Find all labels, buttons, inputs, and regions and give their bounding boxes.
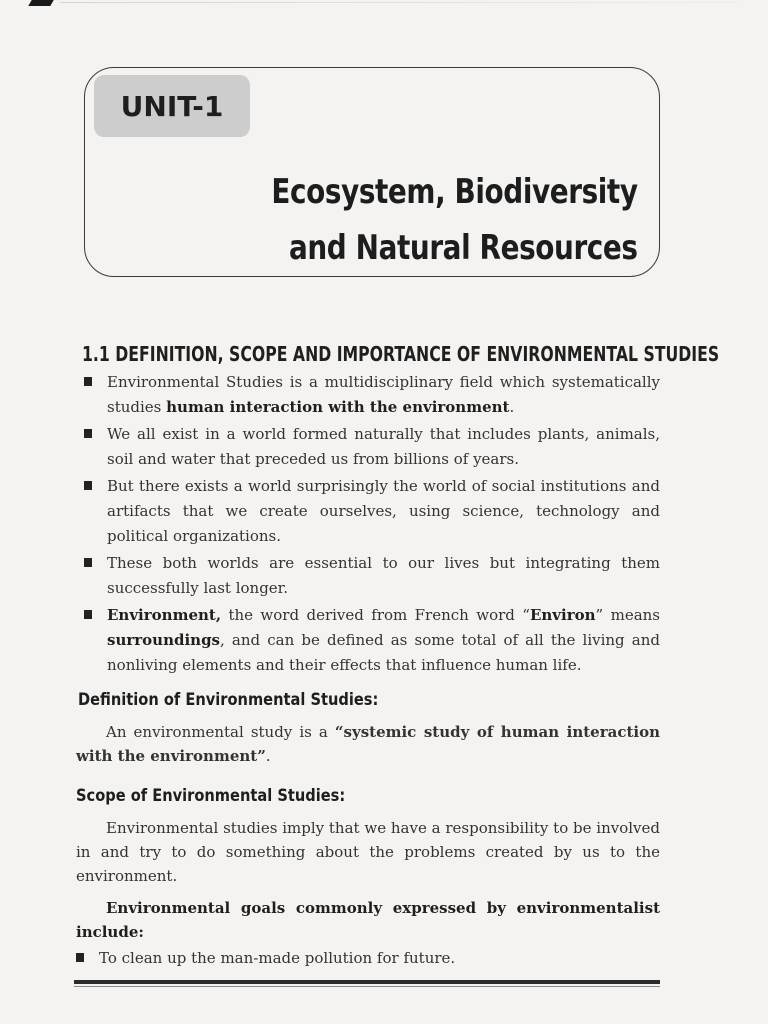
- intro-bullet-list: [80, 370, 660, 680]
- square-bullet-icon: [84, 377, 92, 386]
- bullet-text: To clean up the man-made pollution for future.: [99, 949, 456, 967]
- bullet-text: But there exists a world surprisingly the world of social institutions and artifacts that we create ourselves, using science, technology and political organizations.: [107, 477, 660, 545]
- square-bullet-icon: [84, 558, 92, 567]
- bottom-rule: [74, 980, 660, 984]
- scope-paragraph: Environmental studies imply that we have a responsibility to be involved in and try to do something about the problems created by us to the environment.: [76, 819, 660, 885]
- section-heading: 1.1 DEFINITION, SCOPE AND IMPORTANCE OF ENVIRONMENTAL STUDIES: [82, 342, 720, 366]
- definition-text: An environmental study is a: [106, 723, 335, 741]
- list-item: [80, 551, 660, 601]
- bullet-text: We all exist in a world formed naturally that includes plants, animals, soil and water that preceded us from billions of years.: [107, 425, 660, 468]
- bullet-text: Environmental Studies is a multidisciplinary field which systematically studies: [107, 373, 660, 416]
- bullet-text: ” means: [595, 606, 661, 624]
- square-bullet-icon: [84, 429, 92, 438]
- top-edge-line: [60, 2, 740, 3]
- list-item: [80, 474, 660, 549]
- bullet-bold-text: surroundings: [107, 631, 220, 649]
- bullet-bold-text: human interaction with the environment: [166, 398, 510, 416]
- definition-heading: Definition of Environmental Studies:: [78, 690, 379, 710]
- goals-heading: Environmental goals commonly expressed by environmentalist include:: [76, 899, 660, 941]
- square-bullet-icon: [76, 953, 84, 962]
- chapter-title-line-2: and Natural Resources: [289, 228, 638, 268]
- bullet-text: .: [509, 398, 515, 416]
- scope-heading: Scope of Environmental Studies:: [76, 786, 346, 806]
- bottom-rule-thin: [74, 986, 660, 987]
- list-item: [72, 946, 659, 971]
- bullet-text: , and can be defined as some total of all the living and nonliving elements and their effects that influence human life.: [107, 631, 660, 674]
- chapter-title: [272, 164, 638, 276]
- list-item: [80, 370, 660, 420]
- definition-bold-text: “systemic study of human interaction with the environment”: [76, 723, 660, 765]
- definition-text: .: [265, 747, 271, 765]
- list-item: [80, 603, 660, 678]
- list-item: [80, 422, 660, 472]
- bullet-text: These both worlds are essential to our lives but integrating them successfully last longer.: [107, 554, 660, 597]
- bullet-text: the word derived from French word “: [221, 606, 530, 624]
- square-bullet-icon: [84, 481, 92, 490]
- corner-mark: [28, 0, 53, 6]
- square-bullet-icon: [84, 610, 92, 619]
- unit-label: UNIT-1: [94, 75, 250, 137]
- bullet-bold-text: Environment,: [107, 606, 222, 624]
- bullet-bold-text: Environ: [529, 606, 596, 624]
- definition-paragraph: [76, 720, 660, 768]
- chapter-title-line-1: Ecosystem, Biodiversity: [271, 172, 638, 212]
